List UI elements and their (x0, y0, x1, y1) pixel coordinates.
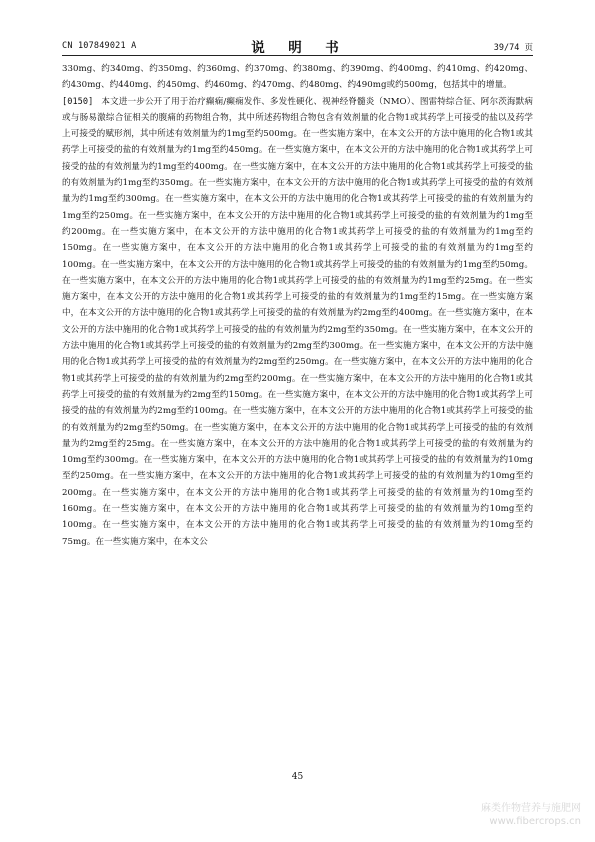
continuation-paragraph: 330mg、约340mg、约350mg、约360mg、约370mg、约380mg、约390mg、约400mg、约410mg、约420mg、约430mg、约440mg、约450mg、约460mg、约470mg、约480mg、约490mg或约500mg，包括其中的增量。 (62, 64, 533, 91)
document-title: 说 明 书 (251, 40, 344, 56)
page-header (62, 34, 533, 54)
watermark-line-1: 麻类作物营养与施肥网 (481, 803, 581, 814)
page-reference: 39/74 页 (493, 43, 533, 53)
paragraph-number: [0150] (62, 96, 94, 107)
page-number: 45 (291, 772, 304, 782)
watermark (481, 802, 581, 828)
watermark-line-2: www.fibercrops.cn (489, 816, 581, 827)
document-body (62, 61, 533, 550)
paragraph-text: 本文进一步公开了用于治疗癫痫/癫痫发作、多发性硬化、视神经脊髓炎（NMO）、图雷特综合征、阿尔茨海默病或与肠易激综合征相关的腹痛的药物组合物，其中所述药物组合物包含有效剂量的化合物1或其药学上可接受的盐以及药学上可接受的赋形剂，其中所述有效剂量为约1mg至约500mg。在一些实施方案中，在本文公开的方法中施用的化合物1或其药学上可接受的盐的有效剂量为约1mg至约450mg。在一些实施方案中，在本文公开的方法中施用的化合物1或其药学上可接受的盐的有效剂量为约1mg至约400mg。在一些实施方案中，在本文公开的方法中施用的化合物1或其药学上可接受的盐的有效剂量为约1mg至约350mg。在一些实施方案中，在本文公开的方法中施用的化合物1或其药学上可接受的盐的有效剂量为约1mg至约300mg。在一些实施方案中，在本文公开的方法中施用的化合物1或其药学上可接受的盐的有效剂量为约1mg至约250mg。在一些实施方案中，在本文公开的方法中施用的化合物1或其药学上可接受的盐的有效剂量为约1mg至约200mg。在一些实施方案中，在本文公开的方法中施用的化合物1或其药学上可接受的盐的有效剂量为约1mg至约150mg。在一些实施方案中，在本文公开的方法中施用的化合物1或其药学上可接受的盐的有效剂量为约1mg至约100mg。在一些实施方案中，在本文公开的方法中施用的化合物1或其药学上可接受的盐的有效剂量为约1mg至约50mg。在一些实施方案中，在本文公开的方法中施用的化合物1或其药学上可接受的盐的有效剂量为约1mg至约25mg。在一些实施方案中，在本文公开的方法中施用的化合物1或其药学上可接受的盐的有效剂量为约1mg至约15mg。在一些实施方案中，在本文公开的方法中施用的化合物1或其药学上可接受的盐的有效剂量为约2mg至约400mg。在一些实施方案中，在本文公开的方法中施用的化合物1或其药学上可接受的盐的有效剂量为约2mg至约350mg。在一些实施方案中，在本文公开的方法中施用的化合物1或其药学上可接受的盐的有效剂量为约2mg至约300mg。在一些实施方案中，在本文公开的方法中施用的化合物1或其药学上可接受的盐的有效剂量为约2mg至约250mg。在一些实施方案中，在本文公开的方法中施用的化合物1或其药学上可接受的盐的有效剂量为约2mg至约200mg。在一些实施方案中，在本文公开的方法中施用的化合物1或其药学上可接受的盐的有效剂量为约2mg至约150mg。在一些实施方案中，在本文公开的方法中施用的化合物1或其药学上可接受的盐的有效剂量为约2mg至约100mg。在一些实施方案中，在本文公开的方法中施用的化合物1或其药学上可接受的盐的有效剂量为约2mg至约50mg。在一些实施方案中，在本文公开的方法中施用的化合物1或其药学上可接受的盐的有效剂量为约2mg至约25mg。在一些实施方案中，在本文公开的方法中施用的化合物1或其药学上可接受的盐的有效剂量为约10mg至约300mg。在一些实施方案中，在本文公开的方法中施用的化合物1或其药学上可接受的盐的有效剂量为约10mg至约250mg。在一些实施方案中，在本文公开的方法中施用的化合物1或其药学上可接受的盐的有效剂量为约10mg至约200mg。在一些实施方案中，在本文公开的方法中施用的化合物1或其药学上可接受的盐的有效剂量为约10mg至约160mg。在一些实施方案中，在本文公开的方法中施用的化合物1或其药学上可接受的盐的有效剂量为约10mg至约100mg。在一些实施方案中，在本文公开的方法中施用的化合物1或其药学上可接受的盐的有效剂量为约10mg至约75mg。在一些实施方案中，在本文公 (62, 96, 533, 547)
publication-number: CN 107849021 A (62, 41, 137, 51)
header-rule (62, 55, 533, 56)
paragraph-0150 (62, 94, 533, 550)
